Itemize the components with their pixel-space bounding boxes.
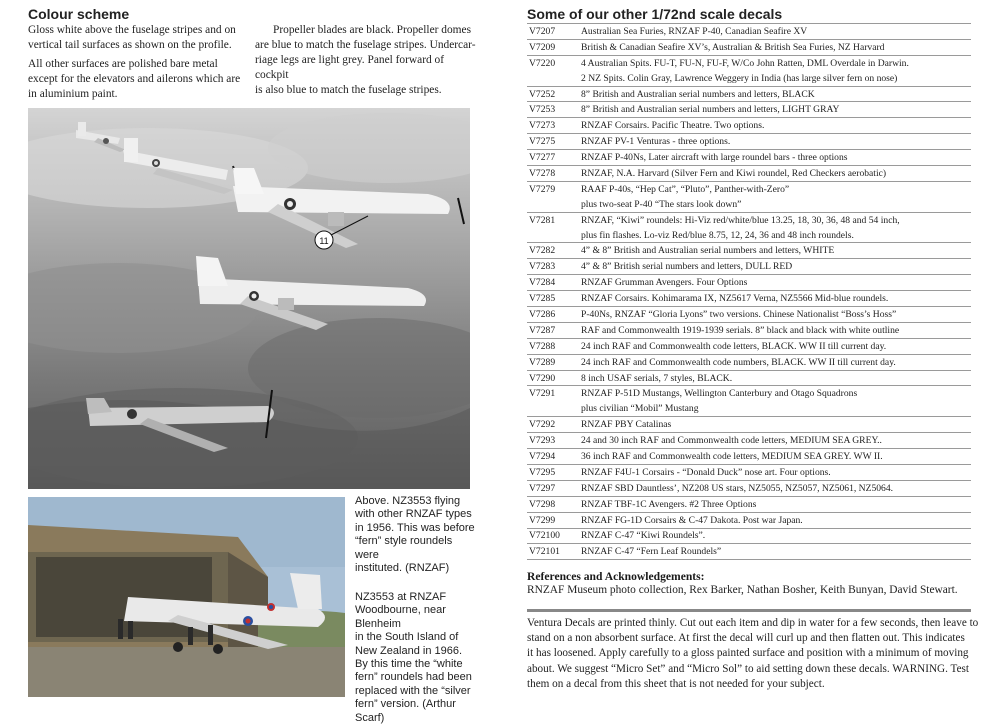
decal-row [527, 118, 971, 134]
decal-row [527, 433, 971, 449]
decal-description: RNZAF C-47 “Fern Leaf Roundels” [579, 544, 971, 560]
decal-row [527, 197, 971, 212]
decal-description: 2 NZ Spits. Colin Gray, Lawrence Weggery in India (has large silver fern on nose) [579, 71, 971, 86]
decal-code: V7284 [527, 275, 579, 291]
decal-description: Australian Sea Furies, RNZAF P-40, Canadian Seafire XV [579, 24, 971, 40]
decal-code: V7277 [527, 150, 579, 166]
decal-row [527, 71, 971, 86]
photo-marker-label: 11 [319, 236, 329, 246]
decal-description: RNZAF P-51D Mustangs, Wellington Canterbury and Otago Squadrons [581, 388, 858, 400]
decal-row [527, 480, 971, 496]
decal-row [527, 322, 971, 338]
decal-description: RNZAF P-40Ns, Later aircraft with large roundel bars - three options [579, 150, 971, 166]
decal-description: RNZAF PBY Catalinas [579, 417, 971, 433]
decal-row [527, 24, 971, 40]
decal-code: V7288 [527, 338, 579, 354]
decal-row [527, 228, 971, 243]
decal-description: RNZAF, N.A. Harvard (Silver Fern and Kiwi roundel, Red Checkers aerobatic) [579, 166, 971, 182]
decal-row [527, 464, 971, 480]
decal-code: V7278 [527, 166, 579, 182]
decal-code: V7295 [527, 464, 579, 480]
decal-description: RNZAF PV-1 Venturas - three options. [579, 134, 971, 150]
hangar-photo-illustration [28, 497, 345, 697]
decal-description: 4” & 8” British and Australian serial numbers and letters, WHITE [579, 243, 971, 259]
decal-code [527, 401, 579, 416]
decal-code: V7286 [527, 307, 579, 323]
colour-scheme-left-column [28, 23, 253, 106]
decal-row [527, 102, 971, 118]
decal-description: RNZAF Grumman Avengers. Four Options [579, 275, 971, 291]
decal-description: RNZAF C-47 “Kiwi Roundels”. [579, 528, 971, 544]
decal-description: 8 inch USAF serials, 7 styles, BLACK. [579, 370, 971, 386]
decal-row [527, 86, 971, 102]
decal-code: V7220 [529, 57, 556, 69]
references-text: RNZAF Museum photo collection, Rex Barker, Nathan Bosher, Keith Bunyan, David Stewart. [527, 584, 958, 596]
decal-code: V72100 [527, 528, 579, 544]
formation-photo-illustration [28, 108, 470, 489]
caption-above: Above. NZ3553 flying with other RNZAF types in 1956. This was before “fern” style roundels were instituted. (RNZAF) [355, 495, 475, 575]
decal-code [527, 228, 579, 243]
decal-code: V7281 [529, 214, 556, 226]
decal-code: V7253 [527, 102, 579, 118]
decal-row [527, 338, 971, 354]
decal-row [527, 496, 971, 512]
section-divider [527, 609, 971, 612]
decals-heading: Some of our other 1/72nd scale decals [527, 6, 783, 22]
decal-code: V7297 [527, 480, 579, 496]
decal-row [527, 449, 971, 465]
decal-code: V7207 [527, 24, 579, 40]
decal-row [527, 291, 971, 307]
decal-code: V7290 [527, 370, 579, 386]
decal-row [527, 307, 971, 323]
decal-description: P-40Ns, RNZAF “Gloria Lyons” two versions. Chinese Nationalist “Boss’s Hoss” [579, 307, 971, 323]
decal-row [527, 512, 971, 528]
decal-code: V7289 [527, 354, 579, 370]
decal-row [527, 212, 971, 227]
decal-row [527, 166, 971, 182]
decal-row [527, 55, 971, 70]
decal-description: 24 inch RAF and Commonwealth code letters, BLACK. WW II till current day. [579, 338, 971, 354]
decal-code: V7275 [527, 134, 579, 150]
decal-row [527, 354, 971, 370]
colour-para-2: All other surfaces are polished bare metal except for the elevators and ailerons which are in aluminium paint. [28, 58, 241, 100]
decal-code: V7282 [527, 243, 579, 259]
decal-code: V7285 [527, 291, 579, 307]
decal-description: RAF and Commonwealth 1919-1939 serials. 8” black and black with white outline [579, 322, 971, 338]
decal-row [527, 134, 971, 150]
decal-code: V7291 [529, 388, 556, 400]
colour-scheme-right-column: Propeller blades are black. Propeller domes are blue to match the fuselage stripes. Undercar- riage legs are light grey. Panel forward of cockpit is also blue to match the fuselage stripes. [255, 24, 476, 96]
decal-description: 24 inch RAF and Commonwealth code numbers, BLACK. WW II till current day. [579, 354, 971, 370]
decal-row [527, 243, 971, 259]
decal-description: 24 and 30 inch RAF and Commonwealth code letters, MEDIUM SEA GREY.. [579, 433, 971, 449]
decal-row [527, 544, 971, 560]
decal-row [527, 39, 971, 55]
decal-row [527, 370, 971, 386]
decal-description: RNZAF Corsairs. Pacific Theatre. Two options. [579, 118, 971, 134]
decal-row [527, 181, 971, 196]
decal-description: plus civilian “Mobil” Mustang [579, 401, 971, 416]
decal-description: plus two-seat P-40 “The stars look down” [579, 197, 971, 212]
decal-description: plus fin flashes. Lo-viz Red/blue 8.75, 12, 24, 36 and 48 inch roundels. [579, 228, 971, 243]
decal-description: 8” British and Australian serial numbers and letters, LIGHT GRAY [579, 102, 971, 118]
instructions-text: Ventura Decals are printed thinly. Cut out each item and dip in water for a few seconds, then leave to stand on a non absorbent surface. At first the decal will curl up and then flatten out. This indicates it has loosened. Apply carefully to a gloss painted surface and position with a minimum of moving about. We suggest “Micro Set” and “Micro Sol” to aid setting down these decals. WARNING. Test them on a decal from this sheet that is not needed for your subject. [527, 617, 979, 690]
decal-row [527, 528, 971, 544]
decal-description: 8” British and Australian serial numbers and letters, BLACK [579, 86, 971, 102]
formation-photo [28, 108, 470, 489]
decal-description: RNZAF SBD Dauntless’, NZ208 US stars, NZ5055, NZ5057, NZ5061, NZ5064. [579, 480, 971, 496]
decal-code [527, 71, 579, 86]
decal-row [527, 401, 971, 416]
decal-description: RNZAF TBF-1C Avengers. #2 Three Options [579, 496, 971, 512]
decal-description: RAAF P-40s, “Hep Cat”, “Pluto”, Panther-with-Zero” [581, 183, 790, 195]
references-section [527, 570, 971, 598]
decal-code: V72101 [527, 544, 579, 560]
references-title: References and Acknowledgements: [527, 570, 705, 583]
decal-code: V7209 [527, 39, 579, 55]
colour-para-1: Gloss white above the fuselage stripes and on vertical tail surfaces as shown on the profile. [28, 24, 236, 51]
decal-code: V7299 [527, 512, 579, 528]
caption-below: NZ3553 at RNZAF Woodbourne, near Blenheim in the South Island of New Zealand in 1966. By this time the “white fern” roundels had been replaced with the “silver fern” version. (Arthur Scarf) [355, 591, 472, 724]
decal-description: RNZAF Corsairs. Kohimarama IX, NZ5617 Verna, NZ5566 Mid-blue roundels. [579, 291, 971, 307]
decal-description: RNZAF FG-1D Corsairs & C-47 Dakota. Post war Japan. [579, 512, 971, 528]
decal-code [527, 197, 579, 212]
decal-description: 36 inch RAF and Commonwealth code letters, MEDIUM SEA GREY. WW II. [579, 449, 971, 465]
decal-description: 4” & 8” British serial numbers and letters, DULL RED [579, 259, 971, 275]
decal-code: V7292 [527, 417, 579, 433]
decal-description: British & Canadian Seafire XV’s, Australian & British Sea Furies, NZ Harvard [579, 39, 971, 55]
decal-code: V7293 [527, 433, 579, 449]
decal-code: V7252 [527, 86, 579, 102]
decals-table [527, 23, 971, 560]
decal-row [527, 386, 971, 401]
decal-row [527, 417, 971, 433]
decal-code: V7283 [527, 259, 579, 275]
hangar-photo [28, 497, 345, 697]
decal-description: 4 Australian Spits. FU-T, FU-N, FU-F, W/Co John Ratten, DML Overdale in Darwin. [581, 57, 909, 69]
decal-code: V7298 [527, 496, 579, 512]
decal-row [527, 275, 971, 291]
decal-code: V7279 [529, 183, 556, 195]
decal-row [527, 150, 971, 166]
decal-code: V7287 [527, 322, 579, 338]
decal-description: RNZAF F4U-1 Corsairs - “Donald Duck” nose art. Four options. [579, 464, 971, 480]
colour-scheme-heading: Colour scheme [28, 6, 130, 22]
decal-row [527, 259, 971, 275]
decal-code: V7273 [527, 118, 579, 134]
decal-description: RNZAF, “Kiwi” roundels: Hi-Viz red/white/blue 13.25, 18, 30, 36, 48 and 54 inch, [581, 214, 900, 226]
decal-code: V7294 [527, 449, 579, 465]
